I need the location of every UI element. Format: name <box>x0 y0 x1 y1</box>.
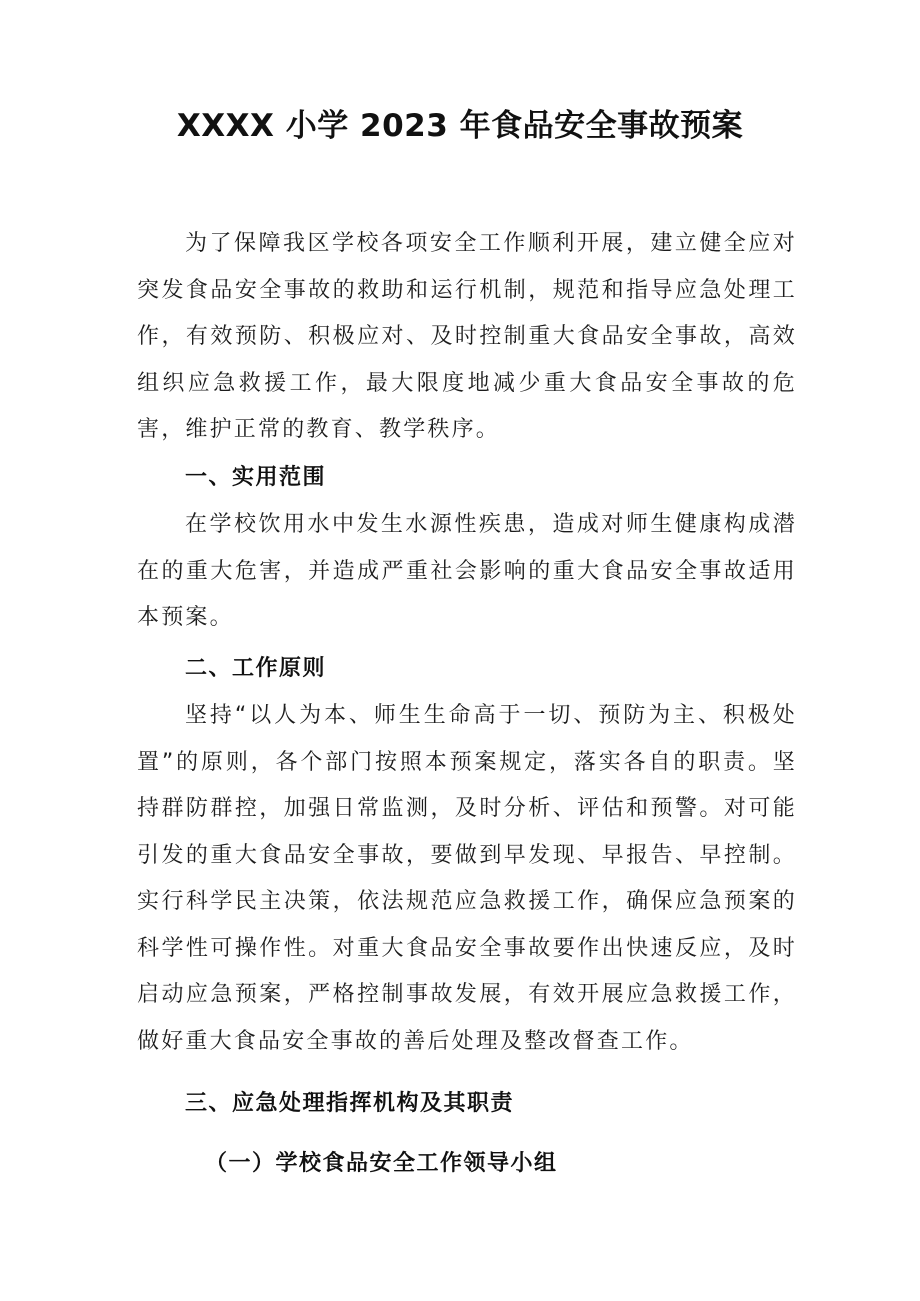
subsection-heading-leadership-group: （一）学校食品安全工作领导小组 <box>205 1151 558 1176</box>
section-heading-scope: 一、实用范围 <box>185 465 327 490</box>
section-body-scope: 在学校饮用水中发生水源性疾患，造成对师生健康构成潜在的重大危害，并造成严重社会影响的重大食品安全事故适用本预案。 <box>137 512 797 630</box>
document-title: XXXX 小学 2023 年食品安全事故预案 <box>176 108 744 144</box>
section-heading-command: 三、应急处理指挥机构及其职责 <box>185 1091 515 1116</box>
section-heading-principles: 二、工作原则 <box>185 656 327 681</box>
intro-paragraph: 为了保障我区学校各项安全工作顺利开展，建立健全应对突发食品安全事故的救助和运行机制，规范和指导应急处理工作，有效预防、积极应对、及时控制重大食品安全事故，高效组织应急救援工作，最大限度地减少重大食品安全事故的危害，维护正常的教育、教学秩序。 <box>137 231 797 442</box>
section-body-principles: 坚持“以人为本、师生生命高于一切、预防为主、积极处置”的原则，各个部门按照本预案规定，落实各自的职责。坚持群防群控，加强日常监测，及时分析、评估和预警。对可能引发的重大食品安全事故，要做到早发现、早报告、早控制。实行科学民主决策，依法规范应急救援工作，确保应急预案的科学性可操作性。对重大食品安全事故要作出快速反应，及时启动应急预案，严格控制事故发展，有效开展应急救援工作，做好重大食品安全事故的善后处理及整改督查工作。 <box>137 703 797 1054</box>
